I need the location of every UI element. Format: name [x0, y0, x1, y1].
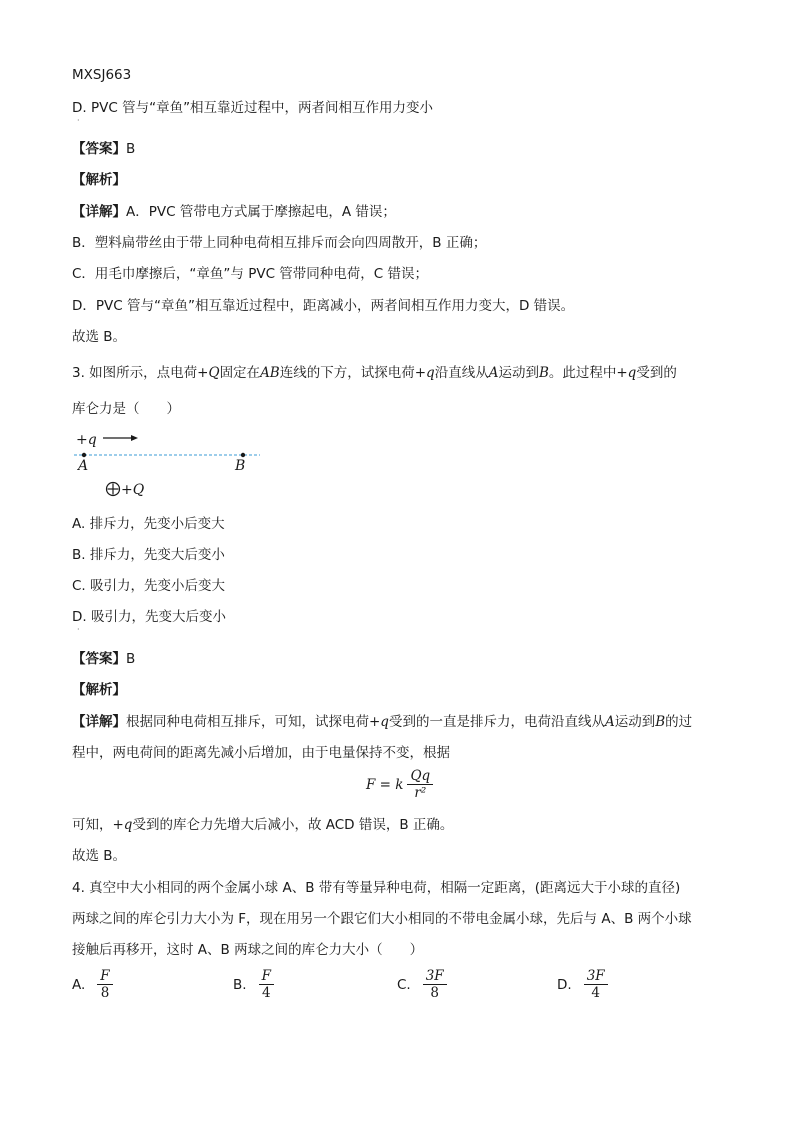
q2-detail-1: 【详解】A．PVC 管带电方式属于摩擦起电，A 错误； [72, 204, 396, 220]
q2-detail-4: D．PVC 管与“章鱼”相互靠近过程中，距离减小，两者间相互作用力变大，D 错误。 [72, 298, 575, 314]
formula-denominator: r² [414, 785, 427, 801]
q3-analysis-tag: 【解析】 [72, 682, 126, 698]
q3-option-a: A. 排斥力，先变小后变大 [72, 516, 225, 532]
charge-q-label: +q [616, 365, 637, 381]
q4-option-c: C. $\frac{3F}{8}$ [397, 968, 447, 1001]
point-a-dot [82, 453, 86, 457]
q3-detail-3: 可知，+q受到的库仑力先增大后减小，故 ACD 错误，B 正确。 [72, 817, 454, 833]
q3-answer [72, 650, 135, 668]
q4-option-a: A. $\frac{F}{8}$ [72, 968, 113, 1001]
formula-fraction [407, 768, 433, 801]
figure-B-label: B [235, 458, 246, 474]
figure-Q-label: +Q [121, 482, 145, 498]
segment-AB-label: AB [260, 365, 280, 381]
option-marker-dot: · [77, 625, 80, 634]
q4-stem-line-3: 接触后再移开，这时 A、B 两球之间的库仑力大小（ ） [72, 942, 424, 958]
q3-option-c: C. 吸引力，先变小后变大 [72, 578, 226, 594]
q3-stem-line-2: 库仑力是（ ） [72, 401, 180, 417]
option-marker-dot: · [77, 116, 80, 125]
formula-lhs: F = k [366, 776, 404, 793]
answer-tag: 【答案】 [72, 141, 126, 157]
motion-arrow-icon [103, 435, 138, 441]
q4-stem-line-2: 两球之间的库仑引力大小为 F，现在用另一个跟它们大小相同的不带电金属小球，先后与 A、B 两个小球 [72, 911, 692, 927]
point-B-label: B [538, 365, 549, 381]
q3-option-b: B. 排斥力，先变大后变小 [72, 547, 225, 563]
answer-value: B [126, 141, 136, 157]
q3-option-d: D. 吸引力，先变大后变小 [72, 609, 226, 625]
coulomb-formula [366, 768, 433, 801]
q2-option-d: D. PVC 管与“章鱼”相互靠近过程中，两者间相互作用力变小 [72, 100, 434, 116]
positive-charge-icon [107, 483, 120, 496]
q2-analysis-tag: 【解析】 [72, 172, 126, 188]
charge-q-label: +q [414, 365, 435, 381]
q4-option-b: B. $\frac{F}{4}$ [233, 968, 274, 1001]
point-b-dot [241, 453, 245, 457]
charge-Q-label: +Q [197, 365, 220, 381]
q4-stem-line-1: 4. 真空中大小相同的两个金属小球 A、B 带有等量异种电荷，相隔一定距离，(距离远大于小球的直径) [72, 880, 681, 896]
figure-q-label: +q [76, 432, 97, 448]
q3-detail-2: 程中，两电荷间的距离先减小后增加，由于电量保持不变，根据 [72, 745, 450, 761]
q2-conclusion: 故选 B。 [72, 329, 127, 345]
point-A-label: A [488, 365, 499, 381]
figure-A-label: A [78, 458, 89, 474]
detail-tag: 【详解】 [72, 204, 126, 220]
charge-diagram [70, 428, 270, 500]
q2-detail-2: B．塑料扁带丝由于带上同种电荷相互排斥而会向四周散开，B 正确； [72, 235, 487, 251]
q3-conclusion: 故选 B。 [72, 848, 127, 864]
detail-tag: 【详解】 [72, 714, 126, 730]
q3-stem-line-1: 3. 如图所示，点电荷+Q固定在AB连线的下方，试探电荷+q沿直线从A运动到B。此过程中+q受到的 [72, 365, 677, 381]
document-code: MXSJ663 [72, 67, 132, 83]
q2-detail-3: C．用毛巾摩擦后，“章鱼”与 PVC 管带同种电荷，C 错误； [72, 266, 429, 282]
formula-numerator: Qq [407, 768, 433, 785]
q4-option-d: D. $\frac{3F}{4}$ [557, 968, 608, 1001]
q3-detail-1: 【详解】根据同种电荷相互排斥，可知，试探电荷+q受到的一直是排斥力，电荷沿直线从A运动到B的过 [72, 714, 693, 730]
answer-tag: 【答案】 [72, 651, 126, 667]
q2-answer [72, 140, 135, 158]
answer-value: B [126, 651, 136, 667]
